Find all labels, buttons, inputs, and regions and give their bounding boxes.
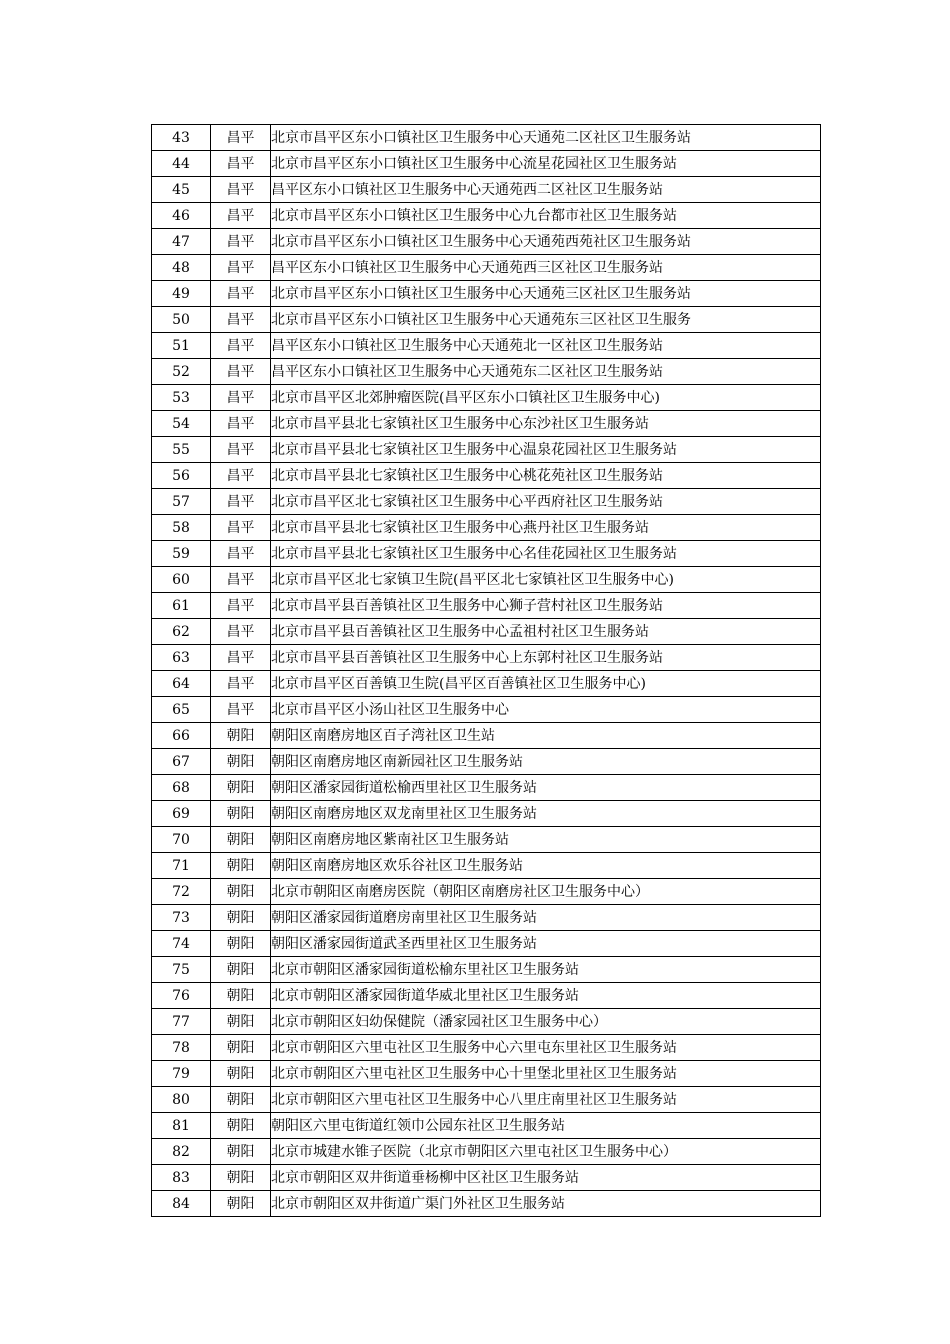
row-facility-name: 北京市朝阳区双井街道垂杨柳中区社区卫生服务站	[271, 1165, 821, 1191]
row-facility-name: 朝阳区潘家园街道武圣西里社区卫生服务站	[271, 931, 821, 957]
table-row	[152, 307, 821, 333]
row-facility-name: 北京市朝阳区潘家园街道华威北里社区卫生服务站	[271, 983, 821, 1009]
table-row	[152, 1165, 821, 1191]
table-row	[152, 983, 821, 1009]
table-row	[152, 645, 821, 671]
table-row	[152, 1191, 821, 1217]
table-row	[152, 567, 821, 593]
table-row	[152, 697, 821, 723]
row-number: 54	[152, 411, 211, 437]
row-district: 朝阳	[211, 905, 271, 931]
row-facility-name: 北京市城建水锥子医院（北京市朝阳区六里屯社区卫生服务中心）	[271, 1139, 821, 1165]
row-district: 朝阳	[211, 1165, 271, 1191]
table-row	[152, 593, 821, 619]
row-district: 朝阳	[211, 801, 271, 827]
table-row	[152, 385, 821, 411]
row-number: 56	[152, 463, 211, 489]
table-row	[152, 1009, 821, 1035]
row-number: 57	[152, 489, 211, 515]
row-number: 67	[152, 749, 211, 775]
row-district: 朝阳	[211, 879, 271, 905]
row-district: 昌平	[211, 671, 271, 697]
row-facility-name: 北京市昌平县北七家镇社区卫生服务中心桃花苑社区卫生服务站	[271, 463, 821, 489]
row-district: 朝阳	[211, 1139, 271, 1165]
row-facility-name: 朝阳区南磨房地区欢乐谷社区卫生服务站	[271, 853, 821, 879]
row-district: 朝阳	[211, 957, 271, 983]
row-district: 昌平	[211, 385, 271, 411]
row-facility-name: 北京市昌平县北七家镇社区卫生服务中心东沙社区卫生服务站	[271, 411, 821, 437]
row-number: 61	[152, 593, 211, 619]
table-row	[152, 905, 821, 931]
row-number: 79	[152, 1061, 211, 1087]
row-number: 60	[152, 567, 211, 593]
row-number: 51	[152, 333, 211, 359]
table-row	[152, 255, 821, 281]
table-row	[152, 177, 821, 203]
row-number: 62	[152, 619, 211, 645]
table-row	[152, 541, 821, 567]
row-number: 66	[152, 723, 211, 749]
table-row	[152, 463, 821, 489]
row-district: 朝阳	[211, 1009, 271, 1035]
facility-table-body	[152, 125, 821, 1217]
table-row	[152, 359, 821, 385]
table-row	[152, 879, 821, 905]
row-number: 81	[152, 1113, 211, 1139]
table-row	[152, 281, 821, 307]
row-district: 昌平	[211, 203, 271, 229]
table-row	[152, 775, 821, 801]
row-number: 53	[152, 385, 211, 411]
table-row	[152, 619, 821, 645]
row-district: 昌平	[211, 125, 271, 151]
row-number: 50	[152, 307, 211, 333]
row-facility-name: 昌平区东小口镇社区卫生服务中心天通苑西三区社区卫生服务站	[271, 255, 821, 281]
row-number: 80	[152, 1087, 211, 1113]
row-district: 昌平	[211, 645, 271, 671]
row-facility-name: 北京市昌平区东小口镇社区卫生服务中心天通苑西苑社区卫生服务站	[271, 229, 821, 255]
row-number: 49	[152, 281, 211, 307]
row-facility-name: 北京市昌平县百善镇社区卫生服务中心上东郭村社区卫生服务站	[271, 645, 821, 671]
table-row	[152, 203, 821, 229]
table-row	[152, 801, 821, 827]
row-facility-name: 北京市昌平县北七家镇社区卫生服务中心名佳花园社区卫生服务站	[271, 541, 821, 567]
table-row	[152, 671, 821, 697]
row-facility-name: 北京市昌平区东小口镇社区卫生服务中心天通苑东三区社区卫生服务	[271, 307, 821, 333]
row-number: 78	[152, 1035, 211, 1061]
row-district: 朝阳	[211, 1061, 271, 1087]
table-row	[152, 1139, 821, 1165]
row-district: 昌平	[211, 697, 271, 723]
row-facility-name: 北京市朝阳区南磨房医院（朝阳区南磨房社区卫生服务中心）	[271, 879, 821, 905]
row-facility-name: 昌平区东小口镇社区卫生服务中心天通苑北一区社区卫生服务站	[271, 333, 821, 359]
row-district: 朝阳	[211, 1087, 271, 1113]
row-district: 昌平	[211, 307, 271, 333]
table-row	[152, 957, 821, 983]
row-facility-name: 朝阳区潘家园街道松榆西里社区卫生服务站	[271, 775, 821, 801]
row-district: 朝阳	[211, 1191, 271, 1217]
table-row	[152, 1087, 821, 1113]
row-number: 77	[152, 1009, 211, 1035]
row-facility-name: 北京市昌平县百善镇社区卫生服务中心狮子营村社区卫生服务站	[271, 593, 821, 619]
row-district: 朝阳	[211, 749, 271, 775]
row-facility-name: 朝阳区南磨房地区双龙南里社区卫生服务站	[271, 801, 821, 827]
row-facility-name: 北京市昌平县北七家镇社区卫生服务中心燕丹社区卫生服务站	[271, 515, 821, 541]
row-number: 75	[152, 957, 211, 983]
row-facility-name: 北京市昌平区东小口镇社区卫生服务中心九台都市社区卫生服务站	[271, 203, 821, 229]
row-facility-name: 北京市朝阳区六里屯社区卫生服务中心六里屯东里社区卫生服务站	[271, 1035, 821, 1061]
row-district: 昌平	[211, 281, 271, 307]
table-row	[152, 931, 821, 957]
row-district: 昌平	[211, 541, 271, 567]
row-facility-name: 北京市昌平区小汤山社区卫生服务中心	[271, 697, 821, 723]
row-number: 55	[152, 437, 211, 463]
row-district: 昌平	[211, 463, 271, 489]
row-number: 64	[152, 671, 211, 697]
row-number: 83	[152, 1165, 211, 1191]
row-number: 70	[152, 827, 211, 853]
row-facility-name: 北京市昌平县百善镇社区卫生服务中心孟祖村社区卫生服务站	[271, 619, 821, 645]
row-district: 昌平	[211, 437, 271, 463]
row-facility-name: 朝阳区潘家园街道磨房南里社区卫生服务站	[271, 905, 821, 931]
row-district: 昌平	[211, 359, 271, 385]
row-facility-name: 北京市昌平区东小口镇社区卫生服务中心天通苑三区社区卫生服务站	[271, 281, 821, 307]
row-facility-name: 北京市朝阳区妇幼保健院（潘家园社区卫生服务中心）	[271, 1009, 821, 1035]
row-number: 48	[152, 255, 211, 281]
row-facility-name: 北京市昌平区北七家镇社区卫生服务中心平西府社区卫生服务站	[271, 489, 821, 515]
row-number: 68	[152, 775, 211, 801]
row-facility-name: 北京市朝阳区六里屯社区卫生服务中心十里堡北里社区卫生服务站	[271, 1061, 821, 1087]
row-district: 朝阳	[211, 775, 271, 801]
row-facility-name: 北京市朝阳区潘家园街道松榆东里社区卫生服务站	[271, 957, 821, 983]
table-row	[152, 827, 821, 853]
row-number: 59	[152, 541, 211, 567]
table-row	[152, 1113, 821, 1139]
row-facility-name: 朝阳区六里屯街道红领巾公园东社区卫生服务站	[271, 1113, 821, 1139]
row-district: 昌平	[211, 515, 271, 541]
row-number: 76	[152, 983, 211, 1009]
row-number: 43	[152, 125, 211, 151]
row-facility-name: 北京市昌平区百善镇卫生院(昌平区百善镇社区卫生服务中心)	[271, 671, 821, 697]
row-district: 朝阳	[211, 983, 271, 1009]
table-row	[152, 1061, 821, 1087]
row-facility-name: 北京市朝阳区双井街道广渠门外社区卫生服务站	[271, 1191, 821, 1217]
row-facility-name: 北京市昌平区东小口镇社区卫生服务中心流星花园社区卫生服务站	[271, 151, 821, 177]
row-district: 昌平	[211, 489, 271, 515]
table-row	[152, 151, 821, 177]
row-number: 73	[152, 905, 211, 931]
table-row	[152, 853, 821, 879]
row-facility-name: 北京市昌平区北七家镇卫生院(昌平区北七家镇社区卫生服务中心)	[271, 567, 821, 593]
row-district: 昌平	[211, 177, 271, 203]
row-number: 65	[152, 697, 211, 723]
table-row	[152, 229, 821, 255]
table-row	[152, 723, 821, 749]
row-number: 72	[152, 879, 211, 905]
row-district: 昌平	[211, 619, 271, 645]
row-number: 84	[152, 1191, 211, 1217]
table-row	[152, 749, 821, 775]
row-district: 昌平	[211, 255, 271, 281]
row-facility-name: 朝阳区南磨房地区紫南社区卫生服务站	[271, 827, 821, 853]
row-number: 74	[152, 931, 211, 957]
row-facility-name: 朝阳区南磨房地区南新园社区卫生服务站	[271, 749, 821, 775]
table-row	[152, 333, 821, 359]
row-facility-name: 朝阳区南磨房地区百子湾社区卫生站	[271, 723, 821, 749]
row-facility-name: 北京市昌平县北七家镇社区卫生服务中心温泉花园社区卫生服务站	[271, 437, 821, 463]
row-facility-name: 北京市昌平区北郊肿瘤医院(昌平区东小口镇社区卫生服务中心)	[271, 385, 821, 411]
row-number: 63	[152, 645, 211, 671]
row-facility-name: 昌平区东小口镇社区卫生服务中心天通苑西二区社区卫生服务站	[271, 177, 821, 203]
row-district: 朝阳	[211, 931, 271, 957]
row-facility-name: 北京市朝阳区六里屯社区卫生服务中心八里庄南里社区卫生服务站	[271, 1087, 821, 1113]
row-district: 朝阳	[211, 853, 271, 879]
row-number: 52	[152, 359, 211, 385]
row-number: 44	[152, 151, 211, 177]
facility-table	[151, 124, 821, 1217]
row-facility-name: 昌平区东小口镇社区卫生服务中心天通苑东二区社区卫生服务站	[271, 359, 821, 385]
row-district: 朝阳	[211, 827, 271, 853]
row-district: 昌平	[211, 567, 271, 593]
row-district: 朝阳	[211, 1035, 271, 1061]
row-district: 昌平	[211, 411, 271, 437]
row-number: 45	[152, 177, 211, 203]
row-number: 82	[152, 1139, 211, 1165]
row-district: 朝阳	[211, 1113, 271, 1139]
row-number: 47	[152, 229, 211, 255]
row-facility-name: 北京市昌平区东小口镇社区卫生服务中心天通苑二区社区卫生服务站	[271, 125, 821, 151]
row-number: 71	[152, 853, 211, 879]
table-row	[152, 437, 821, 463]
row-number: 46	[152, 203, 211, 229]
row-district: 昌平	[211, 151, 271, 177]
table-row	[152, 411, 821, 437]
table-row	[152, 515, 821, 541]
row-district: 昌平	[211, 333, 271, 359]
row-number: 69	[152, 801, 211, 827]
row-district: 昌平	[211, 593, 271, 619]
row-number: 58	[152, 515, 211, 541]
table-row	[152, 1035, 821, 1061]
row-district: 朝阳	[211, 723, 271, 749]
table-row	[152, 489, 821, 515]
table-row	[152, 125, 821, 151]
row-district: 昌平	[211, 229, 271, 255]
